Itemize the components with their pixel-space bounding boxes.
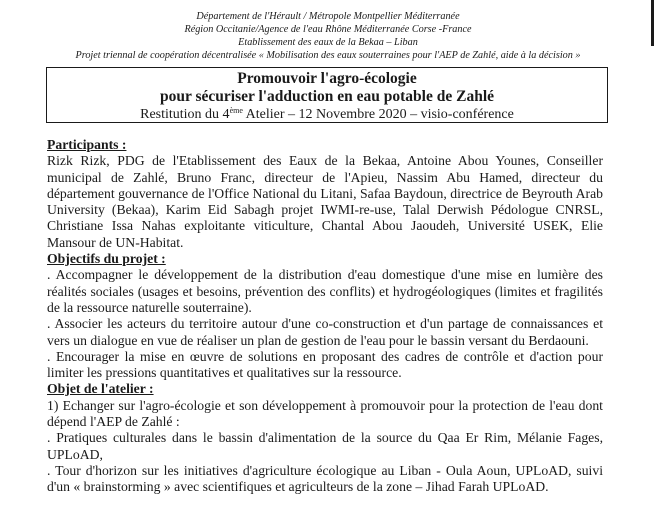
title-line-1: Promouvoir l'agro-écologie xyxy=(237,70,417,87)
atelier-item: 1) Echanger sur l'agro-écologie et son développement à promouvoir pour la protection de l'eau dont dépend l'AEP de Zahlé : xyxy=(47,397,603,430)
objectifs-heading: Objectifs du projet : xyxy=(47,251,166,267)
header-line-1: Département de l'Hérault / Métropole Montpellier Méditerranée xyxy=(196,11,460,22)
title-box xyxy=(46,67,608,123)
atelier-item: . Tour d'horizon sur les initiatives d'agriculture écologique au Liban - Oula Aoun, UPLoAD, suivi d'un « brainstorming » avec scientifiques et agriculteurs de la zone – Jihad Farah UPLoAD. xyxy=(47,462,603,495)
objectif-item: . Accompagner le développement de la distribution d'eau domestique d'une mise en lumière des réalités sociales (usages et besoins, prévention des conflits) et hydrogéologiques (limites et fragilités de la ressource naturelle souterraine). xyxy=(47,267,603,315)
document-body xyxy=(47,137,603,496)
restitution-suffix: Atelier – 12 Novembre 2020 – visio-conférence xyxy=(242,107,514,122)
restitution-superscript: ème xyxy=(229,106,243,115)
header-line-3: Etablissement des eaux de la Bekaa – Liban xyxy=(238,37,418,48)
title-line-2: pour sécuriser l'adduction en eau potable de Zahlé xyxy=(160,88,494,105)
restitution-line xyxy=(47,106,607,123)
header-line-2: Région Occitanie/Agence de l'eau Rhône Méditerranée Corse -France xyxy=(184,24,472,35)
atelier-heading: Objet de l'atelier : xyxy=(47,381,154,397)
atelier-item: . Pratiques culturales dans le bassin d'alimentation de la source du Qaa Er Rim, Mélanie Fages, UPLoAD, xyxy=(47,430,603,462)
page-edge-rule xyxy=(651,0,654,46)
objectif-item: . Encourager la mise en œuvre de solutions en proposant des cadres de contrôle et d'action pour limiter les pressions quantitatives et qualitatives sur la ressource. xyxy=(47,348,603,381)
document-header xyxy=(30,10,626,62)
restitution-prefix: Restitution du 4 xyxy=(140,107,230,122)
header-line-4: Projet triennal de coopération décentralisée « Mobilisation des eaux souterraines pour l'AEP de Zahlé, aide à la décision » xyxy=(75,50,581,61)
objectif-item: . Associer les acteurs du territoire autour d'une co-construction et d'un partage de connaissances et vers un dialogue en vue de réaliser un plan de gestion de l'eau pour le bassin versant du Berdaouni. xyxy=(47,316,603,348)
participants-text: Rizk Rizk, PDG de l'Etablissement des Eaux de la Bekaa, Antoine Abou Younes, Conseiller municipal de Zahlé, Bruno Franc, directeur de l'Apieu, Nassim Abu Hamed, directeur du département gouvernance de l'Office National du Litani, Safaa Baydoun, directrice de Beyrouth Arab University (Bekaa), Karim Eid Sabagh projet IWMI-re-use, Talal Derwish Pédologue CNRSL, Christiane Issa Nahas exploitante viticulture, Chantal Abou Jaoudeh, Université USEK, Elie Mansour de UN-Habitat. xyxy=(47,153,603,250)
participants-heading: Participants : xyxy=(47,137,127,152)
